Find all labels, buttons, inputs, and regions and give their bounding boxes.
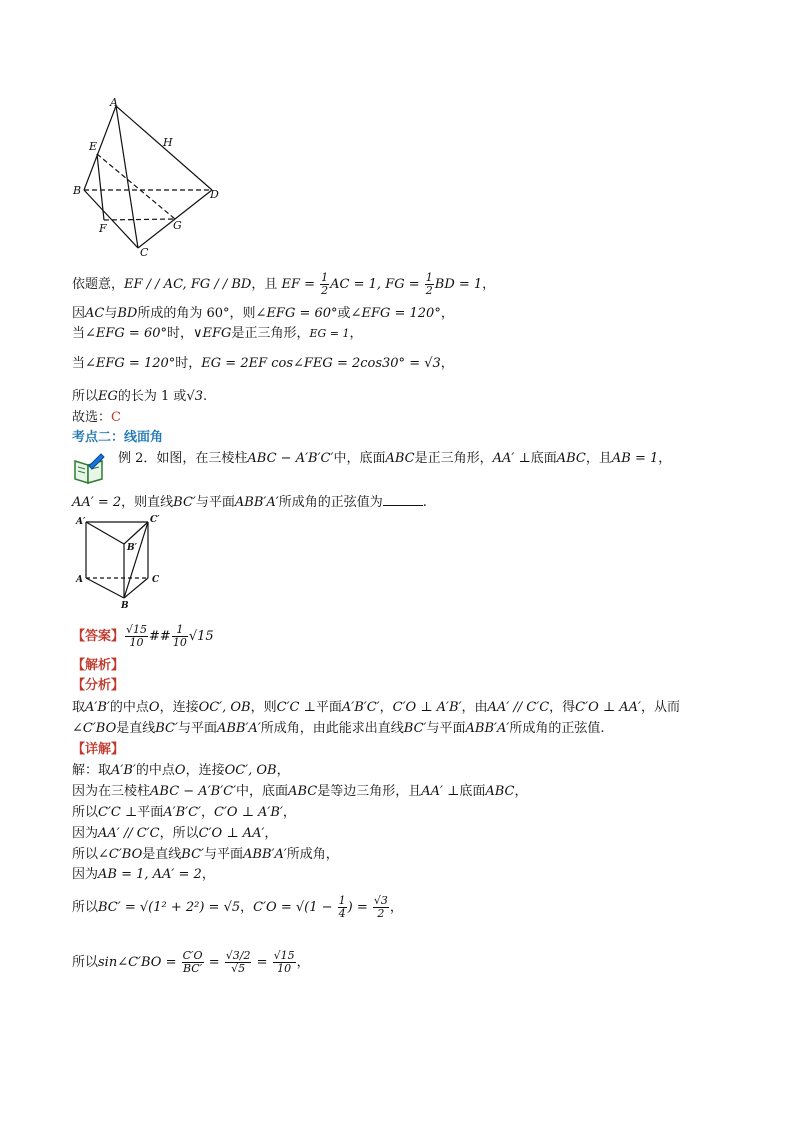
line-5: 所以EG的长为 1 或√3. (72, 389, 208, 404)
line-6: 故选：C (72, 410, 121, 425)
label-A: A (110, 96, 118, 109)
line-19: 因为AA′ // C′C，所以C′O ⊥ AA′， (72, 826, 278, 841)
line-14: ∠C′BO是直线BC′与平面ABB′A′所成角，由此能求出直线BC′与平面ABB′A′所成角的正弦值. (72, 721, 605, 736)
line-3: 当∠EFG = 60°时，∨EFG是正三角形，EG = 1， (72, 326, 363, 341)
line-16: 解：取A′B′的中点O，连接OC′, OB， (72, 763, 290, 778)
line-21: 因为AB = 1, AA′ = 2， (72, 867, 215, 882)
line-9: AA′ = 2，则直线BC′与平面ABB′A′所成角的正弦值为 . (72, 495, 427, 510)
tetrahedron-figure (70, 96, 230, 260)
prism-figure (72, 512, 172, 610)
line-20: 所以∠C′BO是直线BC′与平面ABB′A′所成角， (72, 847, 339, 862)
line-4: 当∠EFG = 120°时，EG = 2EF cos∠FEG = 2cos30° = √3， (72, 356, 454, 371)
line-12: 【分析】 (72, 678, 125, 693)
label-C: C (140, 246, 149, 259)
book-pencil-icon (72, 451, 106, 485)
line-17: 因为在三棱柱ABC − A′B′C′中，底面ABC是等边三角形，且AA′ ⊥底面ABC， (72, 784, 528, 799)
label-E: E (89, 140, 98, 153)
label-H: H (163, 136, 173, 149)
label-A: A (76, 575, 83, 585)
line-15: 【详解】 (72, 742, 125, 757)
label-B: B (73, 184, 82, 197)
line-10: 【答案】 $\frac{√15}{10}$ ## $\frac{1}{10}$ √15 (72, 623, 214, 649)
label-A1: A′ (76, 517, 86, 527)
label-C: C (152, 575, 160, 585)
line-1: 依题意，EF / / AC, FG / / BD，且 EF = $\frac{1}{2}$ AC = 1, FG = $\frac{1}{2}$ BD = 1， (72, 271, 496, 297)
line-11: 【解析】 (72, 658, 125, 673)
section-heading: 考点二：线面角 (72, 430, 164, 445)
label-F: F (99, 222, 107, 235)
label-C1: C′ (150, 515, 160, 525)
line-2: 因AC与BD所成的角为 60°，则∠EFG = 60°或∠EFG = 120°， (72, 306, 454, 321)
line-13: 取A′B′的中点O，连接OC′, OB，则C′C ⊥平面A′B′C′，C′O ⊥ A′B′，由AA′ // C′C，得C′O ⊥ AA′，从而 (72, 700, 680, 715)
line-22: 所以BC′ = √(1² + 2²) = √5，C′O = √(1 − $\frac{1}{4}$ ) = $\frac{√3}{2}$ ， (72, 894, 403, 920)
label-B: B (121, 601, 129, 610)
answer-choice: C (111, 410, 121, 425)
label-G: G (173, 219, 182, 232)
answer-blank (383, 493, 423, 506)
line-8: 例 2．如图，在三棱柱ABC − A′B′C′中，底面ABC是正三角形，AA′ ⊥底面ABC，且AB = 1， (118, 451, 672, 466)
line-18: 所以C′C ⊥平面A′B′C′，C′O ⊥ A′B′， (72, 805, 296, 820)
label-D: D (210, 188, 219, 201)
line-23: 所以sin∠C′BO = $\frac{C'O}{BC'}$ = $\frac{√3/2}{√5}$ = $\frac{√15}{10}$ ， (72, 949, 310, 975)
label-B1: B′ (127, 543, 137, 553)
